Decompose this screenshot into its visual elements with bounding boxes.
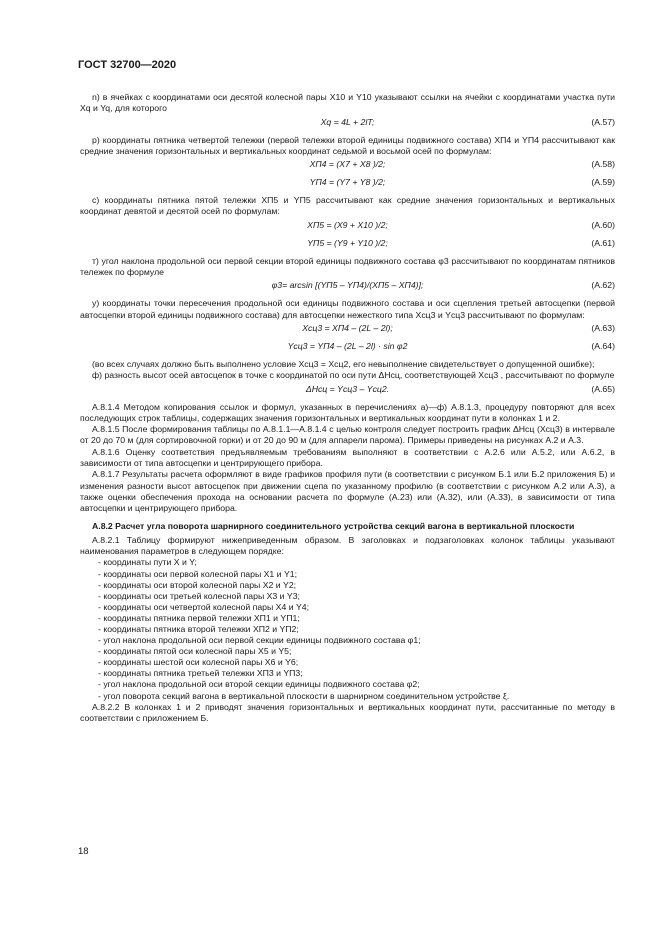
equation-a64 — [80, 341, 615, 356]
equation-number: (А.65) — [591, 383, 615, 394]
equation-a63 — [80, 323, 615, 338]
equation-a60 — [80, 220, 615, 235]
equation-number: (А.63) — [591, 322, 615, 333]
document-body — [80, 92, 615, 724]
paragraph-a817: А.8.1.7 Результаты расчета оформляют в виде графиков профиля пути (в соответствии с рисунком Б.1 или Б.2 приложения Б) и изменения разности высот автосцепок при движении сцепа по указанному профилю (в соответствии с рисунком А.2 или А.3), а также оценки обеспечения прохода на основании расчета по формуле (А.23) или (А.32), или (А.33), в зависимости от типа автосцепки и центрирующего прибора. — [80, 469, 615, 514]
paragraph-a816: А.8.1.6 Оценку соответствия предъявляемым требованиям выполняют в соответствии с А.2.6 или А.5.2, или А.6.2, в зависимости от типа автосцепки и центрирующего прибора. — [80, 446, 615, 469]
equation-a61 — [80, 238, 615, 253]
equation-a62 — [80, 280, 615, 295]
list-item: - координаты пути X и Y; — [80, 557, 615, 568]
equation-formula: ΔHсц = Yсц3 – Yсц2. — [305, 383, 390, 394]
paragraph-u: у) координаты точки пересечения продольной оси единицы подвижного состава и оси сцепления третьей автосцепки (первой автосцепки второй единицы подвижного состава) для автосцепки нежесткого типа Xсц3 и Yсц3 рассчитывают по формулам: — [80, 298, 615, 320]
list-item: - угол наклона продольной оси первой секции единицы подвижного состава φ1; — [80, 635, 615, 646]
equation-formula: Xсц3 = XП4 – (2L – 2l); — [302, 322, 393, 333]
list-item: - угол поворота секций вагона в вертикальной плоскости в шарнирном соединительном устройстве ξ. — [80, 691, 615, 702]
equation-number: (А.60) — [591, 219, 615, 230]
paragraph-a821: А.8.2.1 Таблицу формируют нижеприведенным образом. В заголовках и подзаголовках колонок таблицы указывают наименования параметров в следующем порядке: — [80, 534, 615, 557]
list-item: - координаты оси второй колесной пары X2 и Y2; — [80, 580, 615, 591]
paragraph-a814: А.8.1.4 Методом копирования ссылок и формул, указанных в перечислениях а)—ф) А.8.1.3, процедуру повторяют для всех последующих строк таблицы, содержащих значения горизонтальных и вертикальных координат пути в колонках 1 и 2. — [80, 401, 615, 423]
page-number: 18 — [78, 846, 89, 857]
list-item: - координаты пятника третьей тележки XП3 и YП3; — [80, 668, 615, 679]
equation-formula: Yсц3 = YП4 – (2L – 2l) · sin φ2 — [287, 340, 408, 351]
paragraph-n: n) в ячейках с координатами оси десятой колесной пары X10 и Y10 указывают ссылки на ячейки с координатами участка пути Xq и Yq, для которого — [80, 92, 615, 114]
equation-a65 — [80, 384, 615, 399]
equation-number: (А.61) — [591, 237, 615, 248]
equation-formula: φ3= arcsin [(YП5 – YП4)/(XП5 – XП4)]; — [271, 280, 424, 291]
equation-number: (А.64) — [591, 340, 615, 351]
equation-number: (А.62) — [591, 280, 615, 291]
equation-number: (А.58) — [591, 159, 615, 170]
list-item: - координаты пятника второй тележки XП2 и YП2; — [80, 624, 615, 635]
section-heading-a82: А.8.2 Расчет угла поворота шарнирного соединительного устройства секций вагона в вертикальной плоскости — [92, 520, 575, 531]
list-item: - координаты оси четвертой колесной пары X4 и Y4; — [80, 602, 615, 613]
parameter-list — [80, 557, 615, 701]
equation-number: (А.59) — [591, 177, 615, 188]
list-item: - координаты оси первой колесной пары X1 и Y1; — [80, 569, 615, 580]
paragraph-a822: А.8.2.2 В колонках 1 и 2 приводят значения горизонтальных и вертикальных координат пути, рассчитанные по методу в соответствии с приложением Б. — [80, 701, 615, 723]
paragraph-t: т) угол наклона продольной оси первой секции второй единицы подвижного состава φ3 рассчитывают по координатам пятников тележек по формуле — [80, 255, 615, 278]
equation-a59 — [80, 177, 615, 192]
equation-number: (А.57) — [591, 116, 615, 127]
list-item: - угол наклона продольной оси второй секции единицы подвижного состава φ2; — [80, 679, 615, 690]
paragraph-a815: А.8.1.5 После формирования таблицы по А.8.1.1—А.8.1.4 с целью контроля следует построить график ΔHсц (Xсц3) в интервале от 20 до 70 м (для сортировочной горки) и от 20 до 90 м (для аппарели парома). Примеры приведены на рисунках А.2 и А.3. — [80, 424, 615, 446]
list-item: - координаты пятой оси колесной пары X5 и Y5; — [80, 646, 615, 657]
equation-formula: YП5 = (Y9 + Y10 )/2; — [307, 237, 388, 248]
list-item: - координаты пятника первой тележки XП1 и YП1; — [80, 613, 615, 624]
equation-formula: Xq = 4L + 2lT; — [320, 116, 375, 127]
equation-formula: XП4 = (X7 + X8 )/2; — [309, 159, 386, 170]
paragraph-f: ф) разность высот осей автосцепок в точке с координатой по оси пути ΔHсц, соответствующей Xсц3 , рассчитывают по формуле — [92, 370, 615, 381]
equation-formula: YП4 = (Y7 + Y8 )/2; — [309, 177, 386, 188]
paragraph-p: р) координаты пятника четвертой тележки (первой тележки второй единицы подвижного состава) XП4 и YП4 рассчитывают как средние значения горизонтальных и вертикальных координат седьмой и восьмой осей по формулам: — [80, 134, 615, 156]
equation-a57 — [80, 117, 615, 132]
list-item: - координаты оси третьей колесной пары X3 и Y3; — [80, 591, 615, 602]
equation-formula: XП5 = (X9 + X10 )/2; — [307, 219, 388, 230]
paragraph-note: (во всех случаях должно быть выполнено условие Xсц3 = Xсц2, его невыполнение свидетельствует о допущенной ошибке); — [92, 358, 595, 369]
list-item: - координаты шестой оси колесной пары X6 и Y6; — [80, 657, 615, 668]
equation-a58 — [80, 159, 615, 174]
document-header: ГОСТ 32700—2020 — [78, 59, 177, 71]
paragraph-s: с) координаты пятника пятой тележки XП5 и YП5 рассчитывают как средние значения горизонтальных и вертикальных координат девятой и десятой осей по формулам: — [80, 195, 615, 217]
